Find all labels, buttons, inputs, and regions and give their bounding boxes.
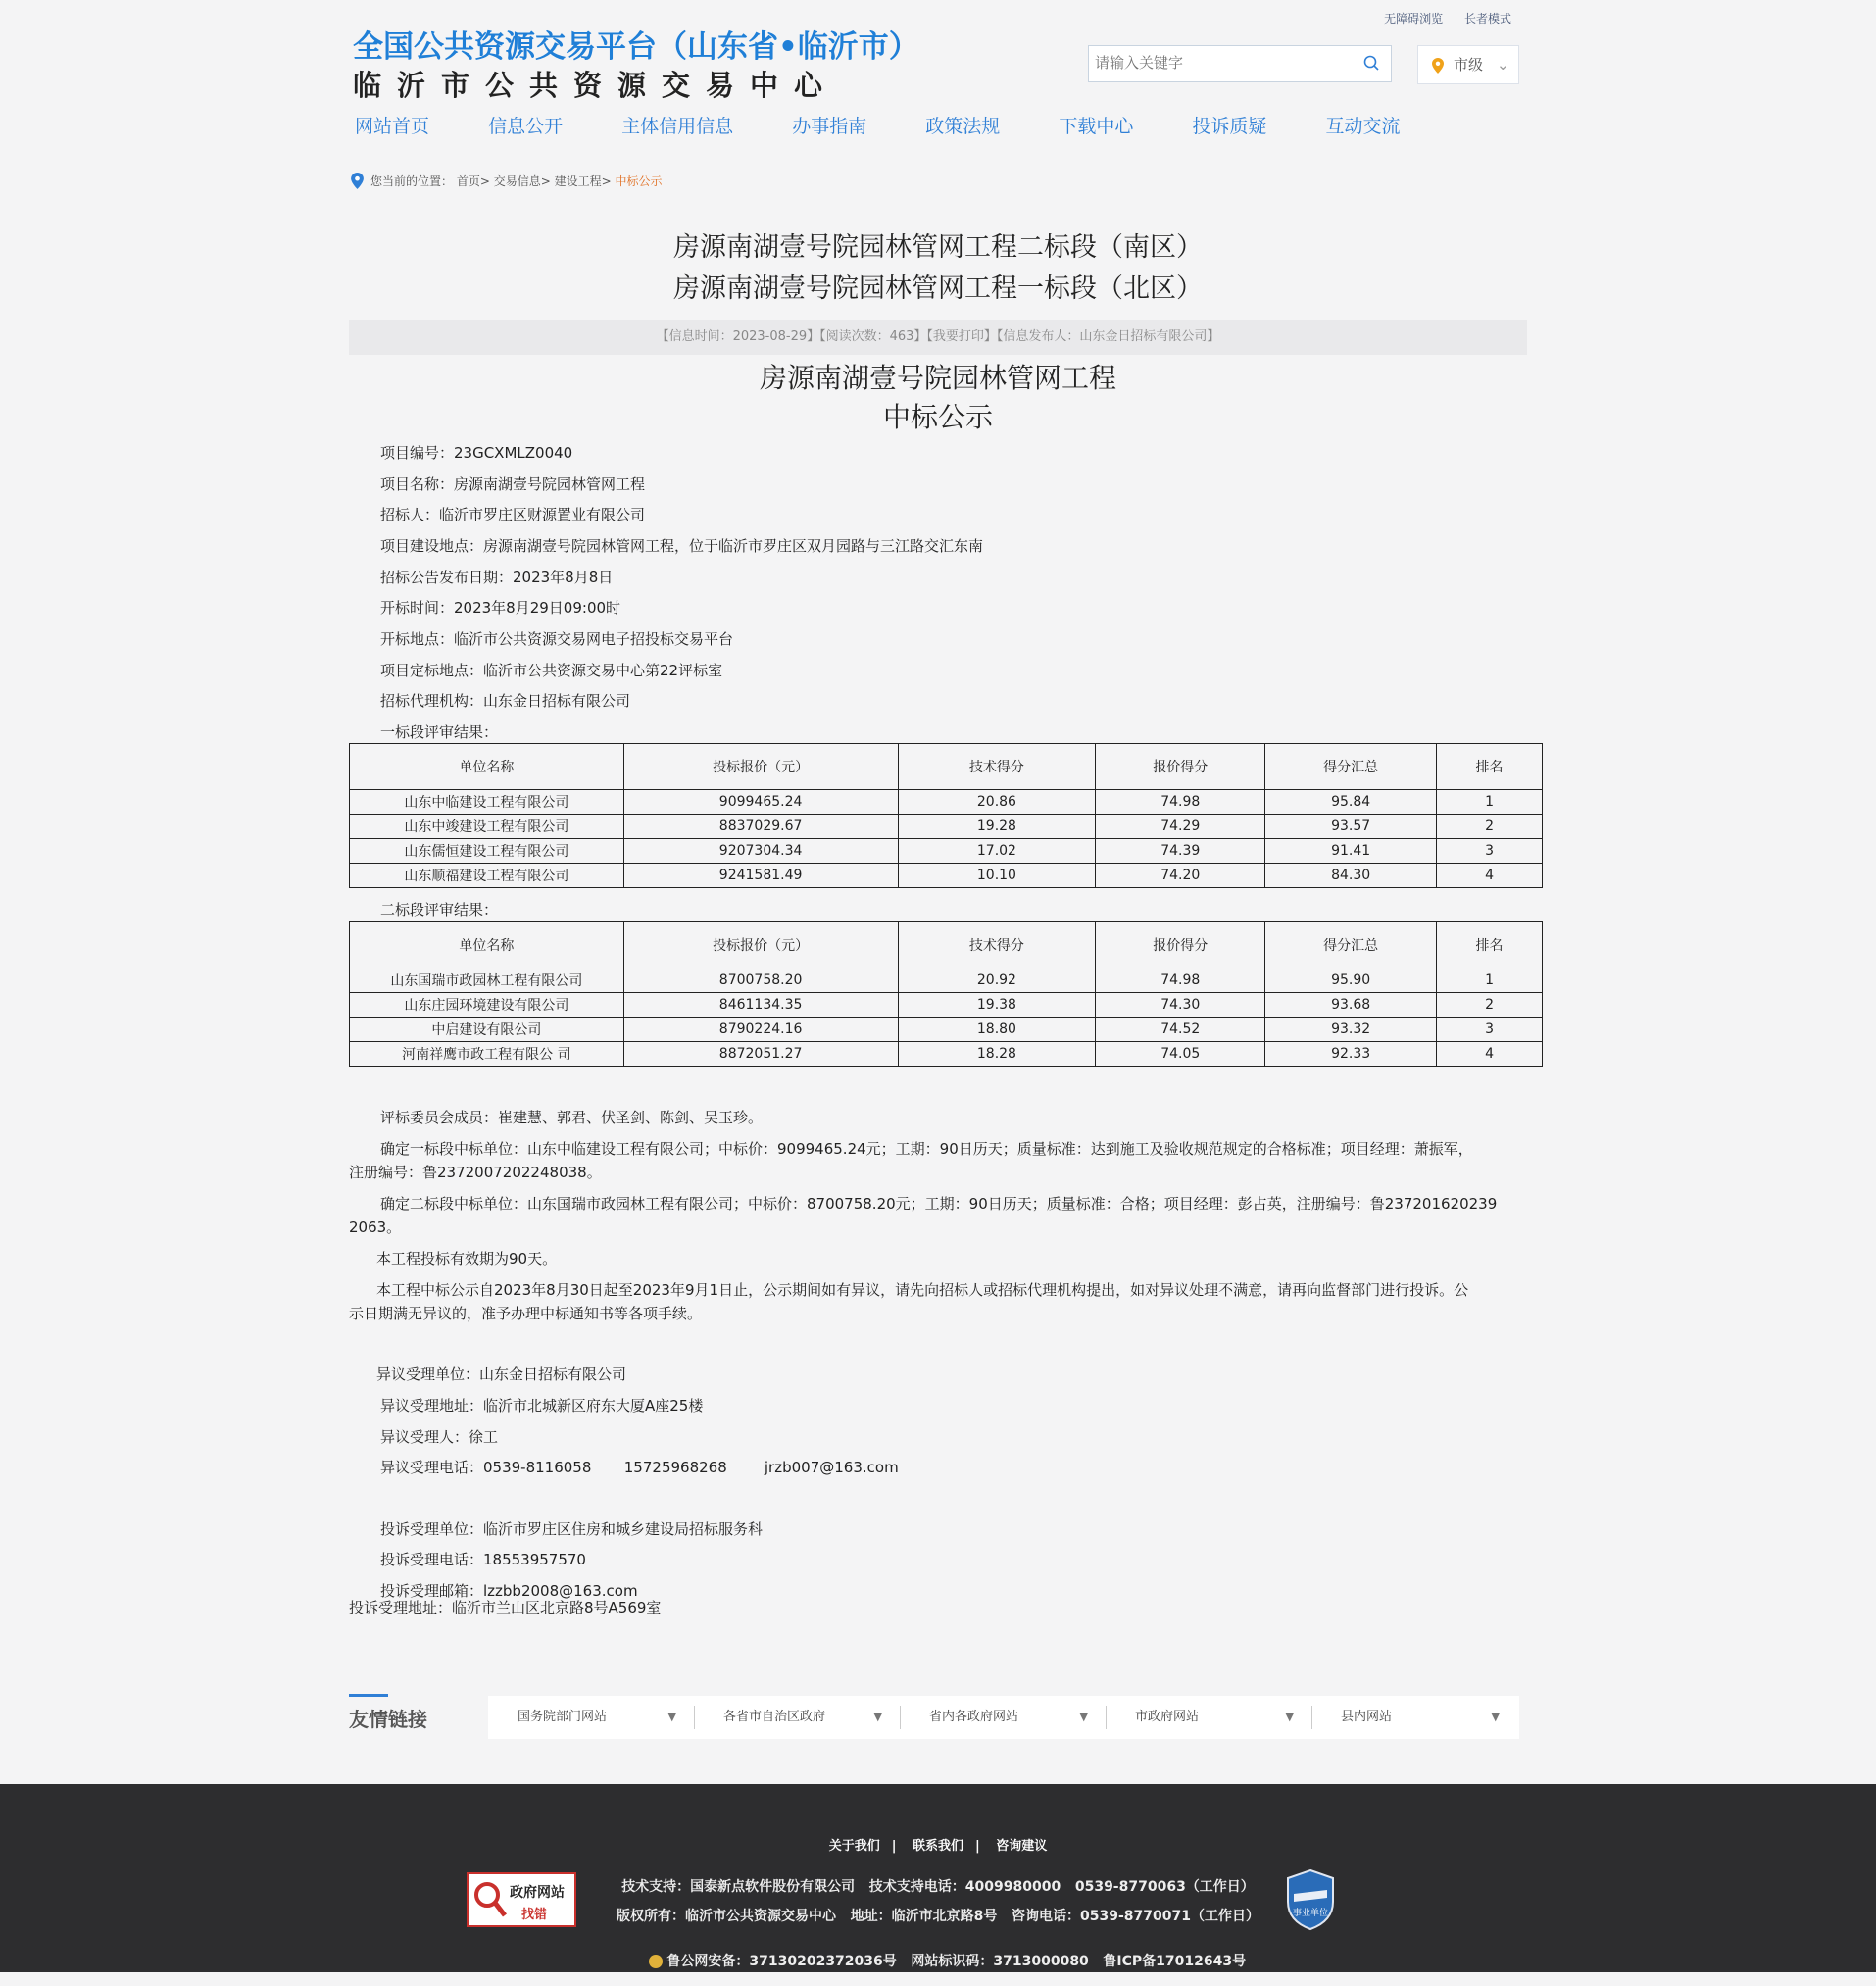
- friend-link-dropdown[interactable]: [929, 1696, 1088, 1739]
- subtitle-line2: 中标公示: [882, 401, 993, 433]
- complaint-phone: 投诉受理电话：18553957570: [380, 1551, 586, 1568]
- breadcrumb-prefix: 您当前的位置：: [370, 174, 454, 188]
- notice-text-cont: 示日期满无异议的，准予办理中标通知书等各项手续。: [349, 1305, 703, 1322]
- chevron-down-icon: ⌄: [1497, 56, 1509, 74]
- cell: 74.29: [1096, 815, 1265, 839]
- cell: 山东中竣建设工程有限公司: [350, 815, 624, 839]
- winner1-text-cont: 注册编号：鲁2372007202248038。: [349, 1164, 602, 1181]
- cell: 95.84: [1265, 790, 1437, 815]
- table-row: [350, 815, 1543, 839]
- col-header: 投标报价（元）: [623, 922, 898, 968]
- cell: 3: [1437, 839, 1543, 864]
- friend-link-dropdown[interactable]: [723, 1696, 882, 1739]
- cell: 93.32: [1265, 1018, 1437, 1042]
- info-line: 项目定标地点：临沂市公共资源交易中心第22评标室: [380, 662, 723, 679]
- cell: 4: [1437, 864, 1543, 888]
- info-line: 项目建设地点：房源南湖壹号院园林管网工程，位于临沂市罗庄区双月园路与三江路交汇东南: [380, 537, 984, 555]
- nav-interaction[interactable]: 互动交流: [1325, 116, 1401, 137]
- nav-guide[interactable]: 办事指南: [792, 116, 867, 137]
- footer-line3: [0, 1935, 1876, 1986]
- cell: 8461134.35: [623, 993, 898, 1018]
- badge-left-text: 政府网站: [510, 1885, 565, 1901]
- cell: 4: [1437, 1042, 1543, 1067]
- cell: 20.86: [898, 790, 1096, 815]
- dropdown-arrow-icon: ▼: [1285, 1711, 1294, 1723]
- article-title-line1: 房源南湖壹号院园林管网工程二标段（南区）: [673, 232, 1203, 263]
- magnifier-icon: [472, 1880, 508, 1919]
- cell: 84.30: [1265, 864, 1437, 888]
- main-nav: [355, 112, 1453, 138]
- badge-left-sub: 找错: [521, 1908, 548, 1922]
- committee-text: 评标委员会成员：崔建慧、郭君、伏圣剑、陈剑、吴玉珍。: [380, 1109, 764, 1126]
- dropdown-arrow-icon: ▼: [873, 1711, 882, 1723]
- col-header: 得分汇总: [1265, 922, 1437, 968]
- police-badge-icon: [649, 1955, 663, 1968]
- nav-complaint[interactable]: 投诉质疑: [1192, 116, 1267, 137]
- cell: 山东中临建设工程有限公司: [350, 790, 624, 815]
- friend-link-label: 市政府网站: [1135, 1710, 1200, 1724]
- divider: [1311, 1706, 1312, 1729]
- friend-links-accent: [349, 1694, 388, 1697]
- friend-link-dropdown[interactable]: [1341, 1696, 1500, 1739]
- logo-line1: 全国公共资源交易平台（山东省•临沂市）: [353, 29, 919, 65]
- col-header: 得分汇总: [1265, 744, 1437, 790]
- table-header-row: [350, 744, 1543, 790]
- footer-line1: 技术支持：国泰新点软件股份有限公司 技术支持电话：4009980000 0539-8770063（工作日）: [621, 1879, 1255, 1895]
- divider: [900, 1706, 901, 1729]
- divider: [1106, 1706, 1107, 1729]
- dropdown-arrow-icon: ▼: [1079, 1711, 1088, 1723]
- nav-policy[interactable]: 政策法规: [925, 116, 1001, 137]
- objection-address: 异议受理地址：临沂市北城新区府东大厦A座25楼: [380, 1397, 704, 1415]
- col-header: 报价得分: [1096, 744, 1265, 790]
- cell: 74.30: [1096, 993, 1265, 1018]
- section1-label: 一标段评审结果：: [380, 723, 499, 741]
- friend-link-dropdown[interactable]: [518, 1696, 676, 1739]
- table-row: [350, 839, 1543, 864]
- table-header-row: [350, 922, 1543, 968]
- article-title: [349, 227, 1527, 310]
- breadcrumb-home[interactable]: 首页>: [456, 174, 490, 188]
- info-line: 项目名称：房源南湖壹号院园林管网工程: [380, 475, 646, 493]
- location-pin-icon: [351, 173, 364, 189]
- cell: 3: [1437, 1018, 1543, 1042]
- cell: 74.39: [1096, 839, 1265, 864]
- notice-text: 本工程中标公示自2023年8月30日起至2023年9月1日止，公示期间如有异议，请先向招标人或招标代理机构提出，如对异议处理不满意，请再向监督部门进行投诉。公: [376, 1281, 1469, 1299]
- article-subtitle: [349, 359, 1527, 437]
- complaint-address: 投诉受理地址：临沂市兰山区北京路8号A569室: [349, 1599, 662, 1616]
- top-links: [1366, 10, 1511, 26]
- cell: 74.52: [1096, 1018, 1265, 1042]
- complaint-unit: 投诉受理单位：临沂市罗庄区住房和城乡建设局招标服务科: [380, 1520, 764, 1538]
- friend-link-label: 县内网站: [1341, 1710, 1393, 1724]
- objection-unit: 异议受理单位：山东金日招标有限公司: [376, 1365, 627, 1383]
- breadcrumb-trade[interactable]: 交易信息>: [493, 174, 551, 188]
- cell: 1: [1437, 968, 1543, 993]
- accessibility-link[interactable]: 无障碍浏览: [1384, 12, 1444, 25]
- info-line: 招标公告发布日期：2023年8月8日: [380, 569, 614, 586]
- col-header: 单位名称: [350, 922, 624, 968]
- objection-person: 异议受理人：徐工: [380, 1428, 499, 1446]
- col-header: 投标报价（元）: [623, 744, 898, 790]
- complaint-email: 投诉受理邮箱：lzzbb2008@163.com: [380, 1582, 638, 1600]
- site-footer: [0, 1784, 1876, 1972]
- cell: 17.02: [898, 839, 1096, 864]
- col-header: 排名: [1437, 922, 1543, 968]
- info-line: 招标人：临沂市罗庄区财源置业有限公司: [380, 506, 646, 523]
- friend-link-label: 省内各政府网站: [929, 1710, 1019, 1724]
- city-label: 市级: [1454, 56, 1484, 74]
- section2-label: 二标段评审结果：: [380, 901, 499, 919]
- divider: [694, 1706, 695, 1729]
- dropdown-arrow-icon: ▼: [667, 1711, 676, 1723]
- winner2-text: 确定二标段中标单位：山东国瑞市政园林工程有限公司；中标价：8700758.20元；工期：90日历天；质量标准：合格；项目经理：彭占英，注册编号：鲁237201620239: [380, 1195, 1498, 1213]
- subtitle-line1: 房源南湖壹号院园林管网工程: [759, 362, 1116, 394]
- info-line: 项目编号：23GCXMLZ0040: [380, 444, 573, 462]
- shield-icon: [1284, 1868, 1337, 1931]
- cell: 19.28: [898, 815, 1096, 839]
- public-institution-badge[interactable]: [1284, 1868, 1337, 1931]
- cell: 山东庄园环境建设有限公司: [350, 993, 624, 1018]
- friend-link-label: 国务院部门网站: [518, 1710, 608, 1724]
- info-line: 开标时间：2023年8月29日09:00时: [380, 599, 621, 617]
- friend-links-title: 友情链接: [349, 1708, 427, 1731]
- cell: 74.20: [1096, 864, 1265, 888]
- info-line: 招标代理机构：山东金日招标有限公司: [380, 692, 631, 710]
- search-icon[interactable]: [1363, 55, 1379, 71]
- breadcrumb: [351, 173, 663, 189]
- cell: 74.98: [1096, 790, 1265, 815]
- cell: 2: [1437, 815, 1543, 839]
- cell: 山东国瑞市政园林工程有限公司: [350, 968, 624, 993]
- footer-line2: 版权所有：临沂市公共资源交易中心 地址：临沂市北京路8号 咨询电话：0539-8770071（工作日）: [617, 1909, 1259, 1924]
- col-header: 技术得分: [898, 744, 1096, 790]
- cell: 91.41: [1265, 839, 1437, 864]
- nav-credit[interactable]: 主体信用信息: [621, 116, 734, 137]
- table-row: [350, 1042, 1543, 1067]
- cell: 1: [1437, 790, 1543, 815]
- cell: 10.10: [898, 864, 1096, 888]
- cell: 95.90: [1265, 968, 1437, 993]
- cell: 山东儒恒建设工程有限公司: [350, 839, 624, 864]
- city-selector[interactable]: [1417, 45, 1519, 84]
- cell: 74.05: [1096, 1042, 1265, 1067]
- cell: 2: [1437, 993, 1543, 1018]
- article-title-line2: 房源南湖壹号院园林管网工程一标段（北区）: [673, 273, 1203, 304]
- table-row: [350, 968, 1543, 993]
- cell: 8700758.20: [623, 968, 898, 993]
- cell: 18.80: [898, 1018, 1096, 1042]
- cell: 20.92: [898, 968, 1096, 993]
- cell: 93.68: [1265, 993, 1437, 1018]
- breadcrumb-construction[interactable]: 建设工程>: [554, 174, 612, 188]
- cell: 74.98: [1096, 968, 1265, 993]
- dropdown-arrow-icon: ▼: [1491, 1711, 1500, 1723]
- elder-mode-link[interactable]: 长者模式: [1463, 12, 1511, 25]
- col-header: 排名: [1437, 744, 1543, 790]
- friend-link-label: 各省市自治区政府: [723, 1710, 826, 1724]
- nav-info-public[interactable]: 信息公开: [488, 116, 564, 137]
- winner1-text: 确定一标段中标单位：山东中临建设工程有限公司；中标价：9099465.24元；工期：90日历天；质量标准：达到施工及验收规范规定的合格标准；项目经理：萧振军，: [380, 1140, 1473, 1158]
- nav-download[interactable]: 下载中心: [1059, 116, 1134, 137]
- article-meta: 【信息时间：2023-08-29】【阅读次数：463】【我要打印】【信息发布人：山东金日招标有限公司】: [349, 320, 1527, 355]
- col-header: 技术得分: [898, 922, 1096, 968]
- badge-right-text: 事业单位: [1292, 1909, 1328, 1918]
- friend-link-dropdown[interactable]: [1135, 1696, 1294, 1739]
- cell: 9099465.24: [623, 790, 898, 815]
- table-row: [350, 993, 1543, 1018]
- location-pin-icon: [1432, 58, 1444, 74]
- objection-phone: 异议受理电话：0539-8116058 15725968268 jrzb007@163.com: [380, 1459, 899, 1476]
- footer-about[interactable]: 关于我们: [828, 1839, 880, 1854]
- search-box: [1088, 45, 1392, 82]
- cell: 19.38: [898, 993, 1096, 1018]
- cell: 中启建设有限公司: [350, 1018, 624, 1042]
- nav-home[interactable]: 网站首页: [355, 116, 430, 137]
- result-table-2: [349, 921, 1543, 1067]
- search-input[interactable]: [1089, 46, 1356, 79]
- cell: 8837029.67: [623, 815, 898, 839]
- col-header: 单位名称: [350, 744, 624, 790]
- winner2-text-cont: 2063。: [349, 1218, 402, 1236]
- cell: 9241581.49: [623, 864, 898, 888]
- cell: 9207304.34: [623, 839, 898, 864]
- table-row: [350, 790, 1543, 815]
- cell: 92.33: [1265, 1042, 1437, 1067]
- info-line: 开标地点：临沂市公共资源交易网电子招投标交易平台: [380, 630, 734, 648]
- site-logo[interactable]: [353, 27, 919, 104]
- result-table-1: [349, 743, 1543, 888]
- validity-text: 本工程投标有效期为90天。: [376, 1250, 558, 1267]
- cell: 山东顺福建设工程有限公司: [350, 864, 624, 888]
- footer-line3-text: 鲁公网安备：37130202372036号 网站标识码：3713000080 鲁ICP备17012643号: [666, 1954, 1247, 1969]
- table-row: [350, 1018, 1543, 1042]
- footer-contact[interactable]: 联系我们: [912, 1839, 963, 1854]
- cell: 18.28: [898, 1042, 1096, 1067]
- logo-line2: 临沂市公共资源交易中心: [353, 69, 839, 102]
- col-header: 报价得分: [1096, 922, 1265, 968]
- footer-links: 关于我们 | 联系我们 | 咨询建议: [828, 1839, 1048, 1854]
- table-row: [350, 864, 1543, 888]
- cell: 93.57: [1265, 815, 1437, 839]
- breadcrumb-current[interactable]: 中标公示: [615, 174, 663, 188]
- gov-site-error-badge[interactable]: [467, 1872, 576, 1927]
- friend-links-bar: [488, 1696, 1519, 1739]
- cell: 河南祥鹰市政工程有限公 司: [350, 1042, 624, 1067]
- cell: 8790224.16: [623, 1018, 898, 1042]
- footer-advice[interactable]: 咨询建议: [996, 1839, 1048, 1854]
- cell: 8872051.27: [623, 1042, 898, 1067]
